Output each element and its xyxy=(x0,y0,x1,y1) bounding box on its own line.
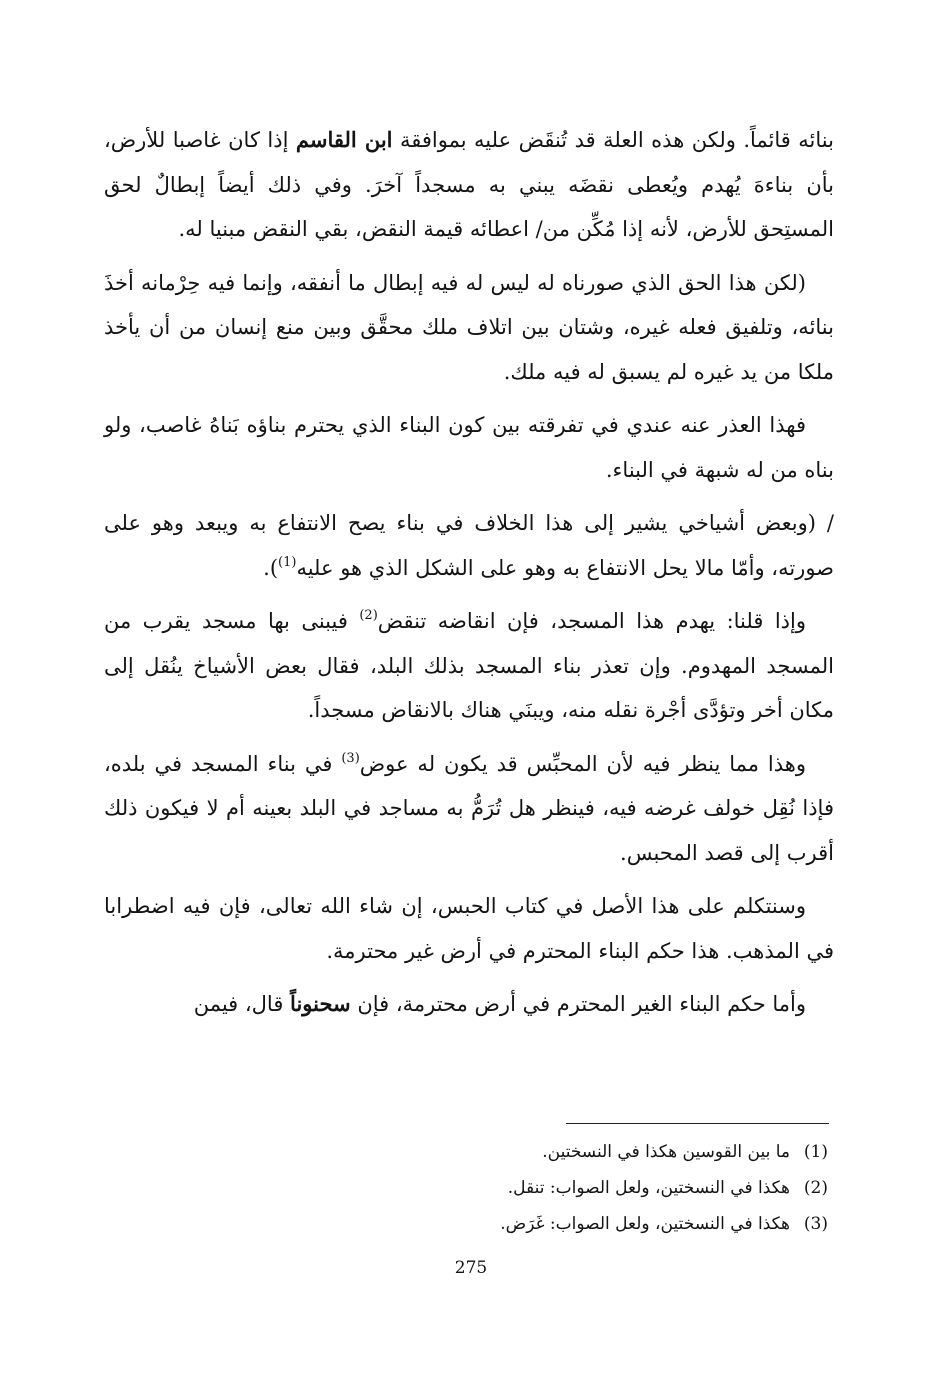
paragraph xyxy=(104,118,834,252)
bold-name: سحنوناً xyxy=(290,991,351,1016)
footnote-text: ما بين القوسين هكذا في النسختين. xyxy=(542,1142,790,1162)
main-text xyxy=(104,118,834,1036)
footnote-number: (3) xyxy=(803,1214,828,1234)
footnote-text: هكذا في النسختين، ولعل الصواب: تنقل. xyxy=(507,1178,790,1198)
footnote-separator xyxy=(566,1123,829,1124)
text-run: وأما حكم البناء الغير المحترم في أرض محترمة، فإن xyxy=(350,992,806,1016)
text-run: وإذا قلنا: يهدم هذا المسجد، فإن انقاضه تنقض xyxy=(377,609,806,633)
paragraph xyxy=(104,261,834,395)
paragraph xyxy=(104,403,834,492)
footnote-ref: (3) xyxy=(341,750,360,766)
paragraph xyxy=(104,501,834,590)
text-run: / (وبعض أشياخي يشير إلى هذا الخلاف في بناء يصح الانتفاع به ويبعد وهو على صورته، وأمّا مالا يحل الانتفاع به وهو على الشكل الذي هو عليه xyxy=(104,511,834,580)
text-run: في بناء المسجد في بلده، فإذا نُقِل خولف غرضه فيه، فينظر هل تُرَمُّ به مساجد في البلد بعينه أم لا فيكون ذلك أقرب إلى قصد المحبس. xyxy=(104,751,834,865)
footnote-number: (1) xyxy=(803,1142,828,1162)
footnote-number: (2) xyxy=(803,1178,828,1198)
text-run: وسنتكلم على هذا الأصل في كتاب الحبس، إن شاء الله تعالى، فإن فيه اضطرابا في المذهب. هذا حكم البناء المحترم في أرض غير محترمة. xyxy=(104,894,834,963)
footnote-ref: (2) xyxy=(359,608,378,623)
paragraph xyxy=(104,599,834,733)
text-run: بنائه قائماً. ولكن هذه العلة قد تُنقَض عليه بموافقة xyxy=(392,128,834,152)
text-run: إذا كان غاصبا للأرض، بأن بناءهَ يُهدم ويُعطى نقضَه يبني به مسجداً آخرَ. وفي ذلك أيضاً إبطالٌ لحق المستِحق للأرض، لأنه إذا مُكِّن من/ اعطائه قيمة النقض، بقي النقض مبنيا له. xyxy=(104,128,834,241)
text-run: قال، فيمن xyxy=(193,992,291,1016)
footnotes xyxy=(300,1134,828,1242)
paragraph xyxy=(104,884,834,973)
text-run: وهذا مما ينظر فيه لأن المحبِّس قد يكون له عوض xyxy=(359,751,806,776)
text-run: فهذا العذر عنه عندي في تفرقته بين كون البناء الذي يحترم بناؤه بَناهُ غاصب، ولو بناه من له شبهة في البناء. xyxy=(104,413,834,482)
paragraph xyxy=(104,982,834,1027)
text-run: فيبنى بها مسجد يقرب من المسجد المهدوم. وإن تعذر بناء المسجد بذلك البلد، فقال بعض الأشياخ ينُقل إلى مكان أخر وتؤدَّى أجْرة نقله منه، ويبنَي هناك بالانقاض مسجداً. xyxy=(104,609,834,722)
bold-name: ابن القاسم xyxy=(295,127,393,152)
footnote-1 xyxy=(300,1134,828,1170)
footnote-text: هكذا في النسختين، ولعل الصواب: غَرَض. xyxy=(500,1214,790,1234)
text-run: ). xyxy=(263,555,279,580)
page-number: 275 xyxy=(454,1258,488,1278)
footnote-ref: (1) xyxy=(278,554,297,570)
paragraph xyxy=(104,742,834,876)
footnote-2 xyxy=(300,1170,828,1206)
text-run: (لكن هذا الحق الذي صورناه له ليس له فيه إبطال ما أنفقه، وإنما فيه حِرْمانه أخذَ بنائه، وتلفيق فعله غيره، وشتان بين اتلاف ملك محقَّق وبين منع إنسان من أن يأخذ ملكا من يد غيره لم يسبق له فيه ملك. xyxy=(104,270,834,384)
footnote-3 xyxy=(300,1206,828,1242)
